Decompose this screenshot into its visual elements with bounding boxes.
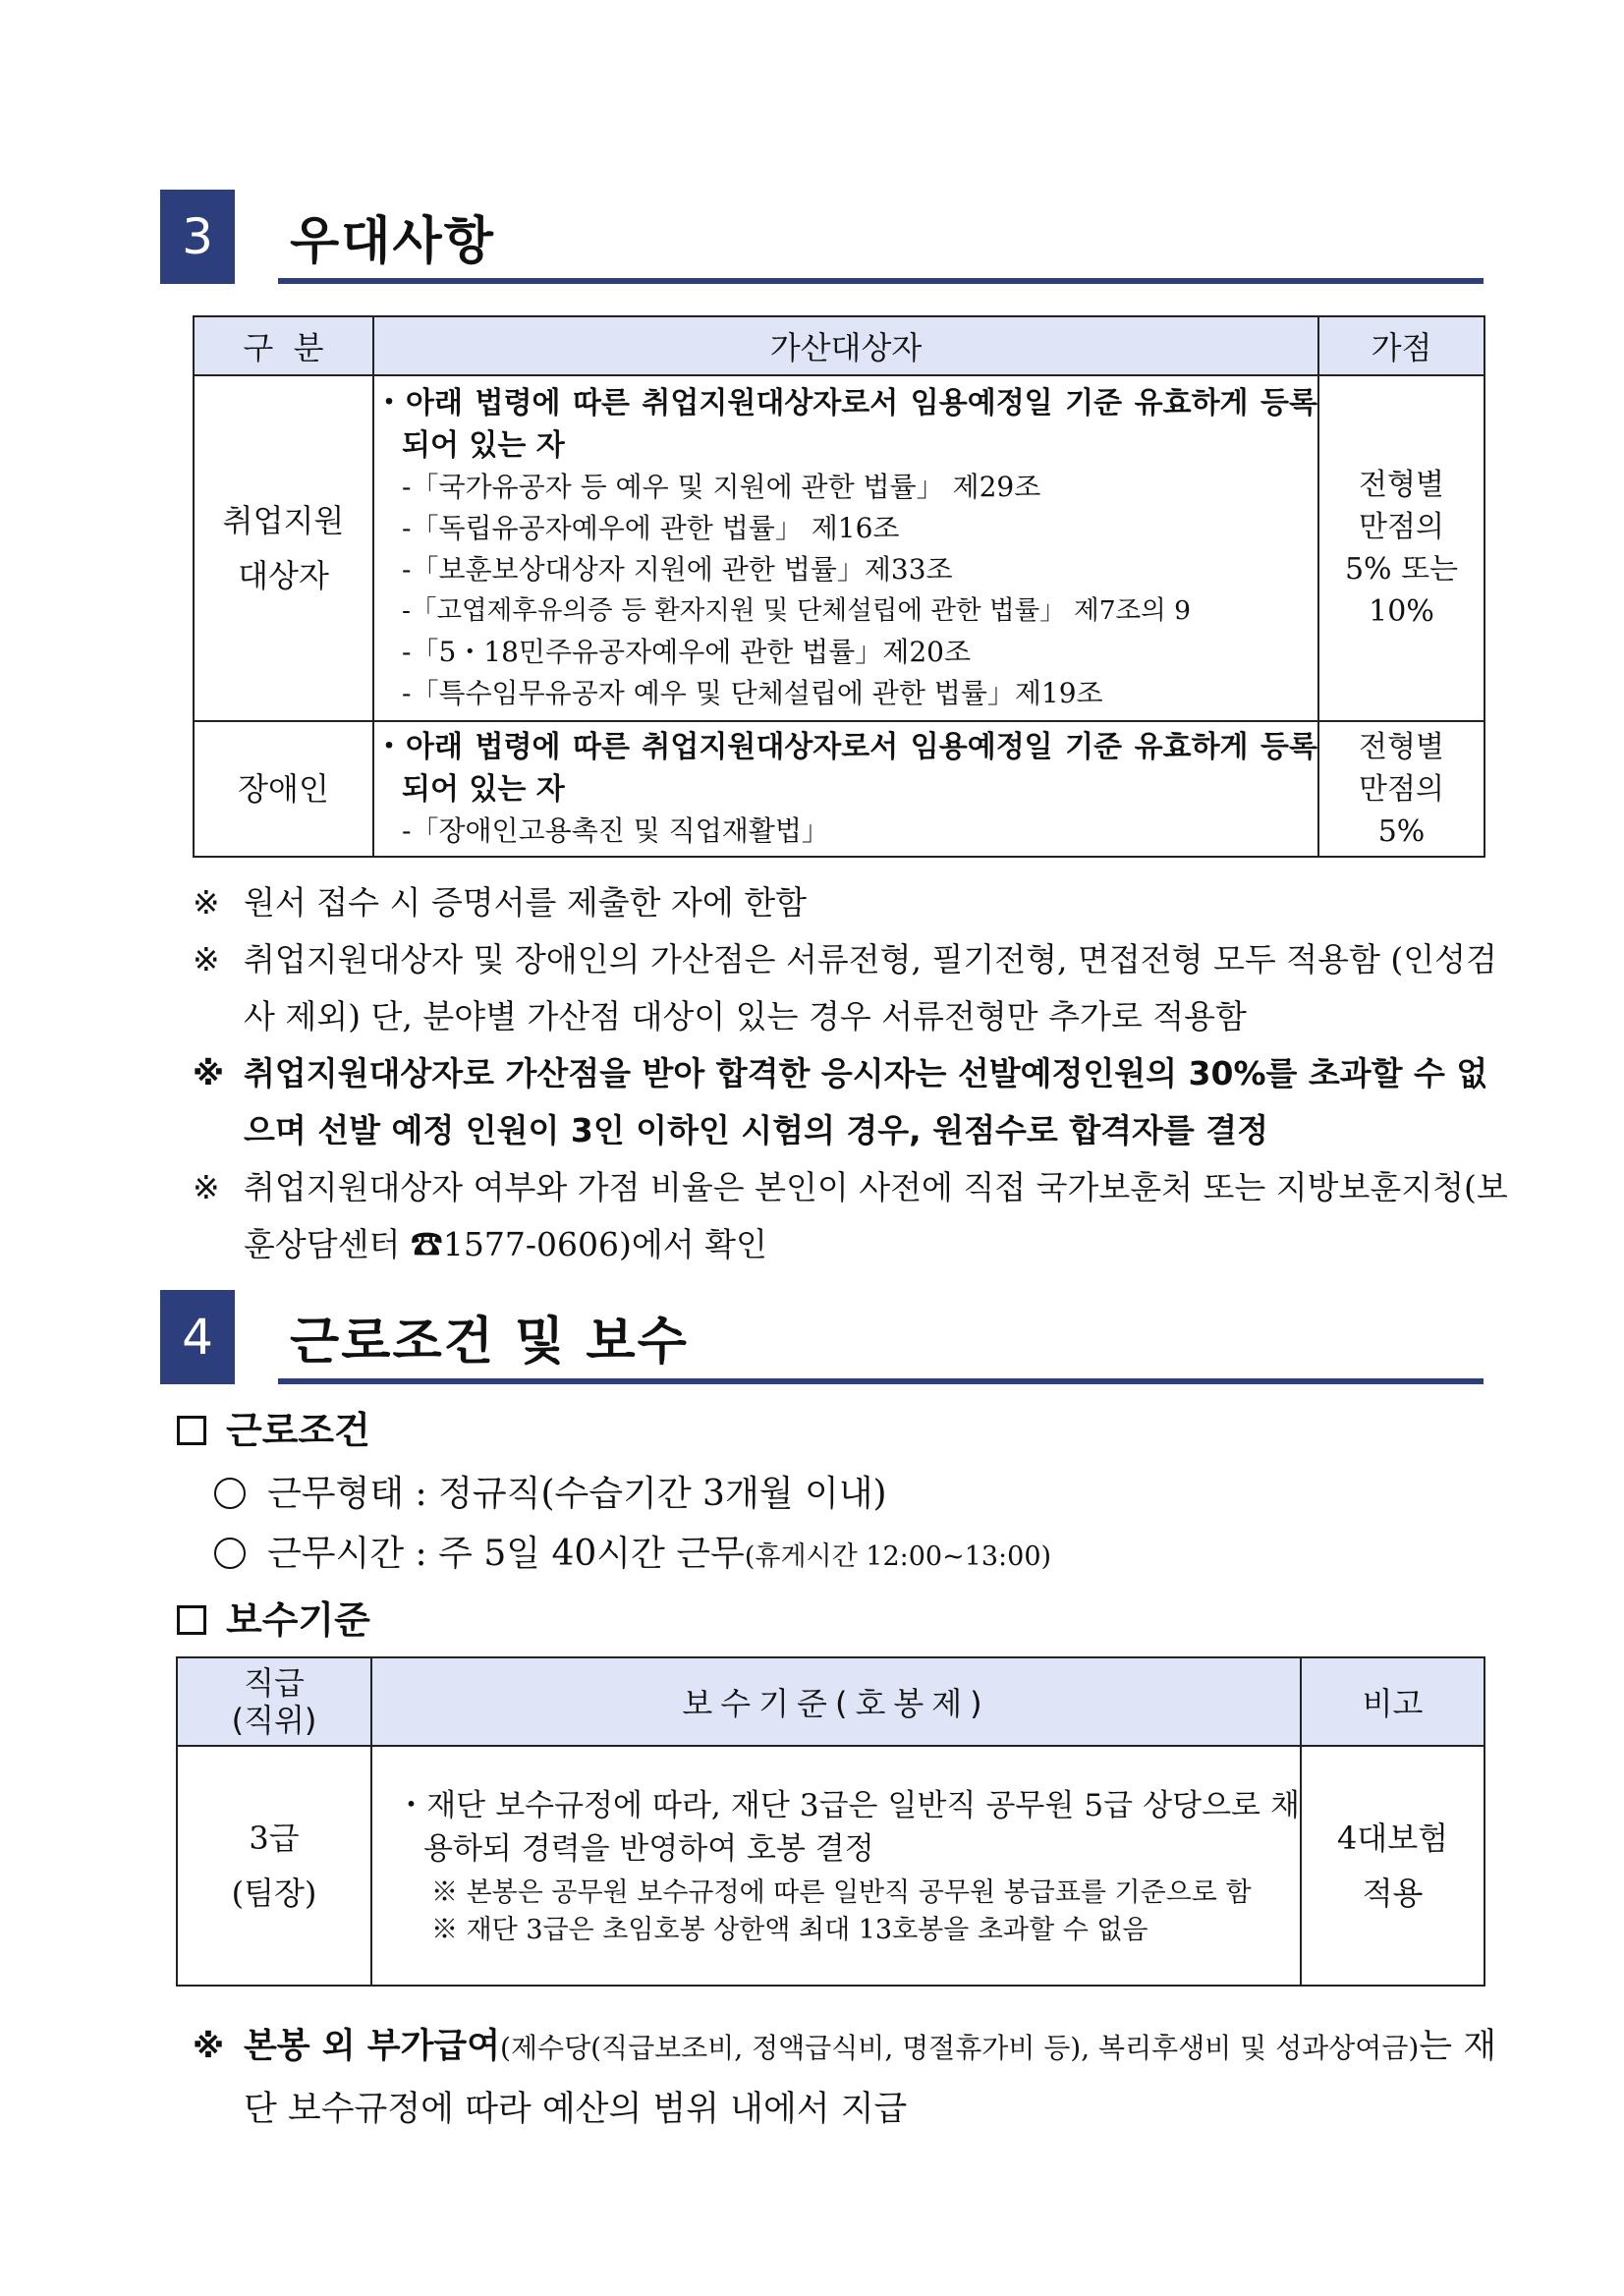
checkbox-square-icon bbox=[177, 1416, 206, 1445]
section-4-header bbox=[160, 1290, 1484, 1388]
conditions-heading: 근로조건 bbox=[177, 1400, 370, 1454]
pay-bottom-note: ※ 본봉 외 부가급여(제수당(직급보조비, 정액급식비, 명절휴가비 등), 복리후생비 및 성과상여금)는 재단 보수규정에 따라 예산의 범위 내에서 지급 bbox=[193, 2026, 1497, 2129]
checkbox-square-icon bbox=[177, 1605, 206, 1635]
note-item: ※ 취업지원대상자 및 장애인의 가산점은 서류전형, 필기전형, 면접전형 모두 적용함 (인성검사 제외) 단, 분야별 가산점 대상이 있는 경우 서류전형만 추가로 적용함 bbox=[193, 940, 1497, 1036]
pay-note: ※ 본봉은 공무원 보수규정에 따른 일반직 공무원 봉급표를 기준으로 함 bbox=[431, 1877, 1252, 1908]
condition-item: 근무형태 : 정규직(수습기간 3개월 이내) bbox=[214, 1466, 887, 1516]
note-item: ※ 취업지원대상자 여부와 가점 비율은 본인이 사전에 직접 국가보훈처 또는 지방보훈지청(보훈상담센터 ☎1577-0606)에서 확인 bbox=[193, 1168, 1508, 1263]
row-points: 전형별 만점의 5% bbox=[1318, 721, 1484, 857]
law-item: -「보훈보상대상자 지원에 관한 법률」제33조 bbox=[402, 553, 953, 586]
law-item: -「장애인고용촉진 및 직업재활법」 bbox=[402, 814, 829, 847]
row-main-text: ・아래 법령에 따른 취업지원대상자로서 임용예정일 기준 유효하게 등록되어 있는 자 bbox=[374, 730, 1317, 807]
header-remark: 비고 bbox=[1301, 1657, 1484, 1746]
pay-table bbox=[176, 1656, 1485, 1987]
table-row bbox=[194, 721, 1484, 857]
section-number: 4 bbox=[160, 1290, 235, 1384]
section-3-header bbox=[160, 190, 1484, 288]
table-row bbox=[194, 375, 1484, 721]
header-target: 가산대상자 bbox=[373, 316, 1318, 375]
row-category: 장애인 bbox=[194, 721, 373, 857]
circle-bullet-icon bbox=[214, 1538, 246, 1569]
header-pay-standard: 보수기준(호봉제) bbox=[371, 1657, 1301, 1746]
preference-notes bbox=[193, 874, 1509, 1273]
condition-item: 근무시간 : 주 5일 40시간 근무(휴게시간 12:00~13:00) bbox=[214, 1526, 1051, 1576]
note-item: ※ 원서 접수 시 증명서를 제출한 자에 한함 bbox=[193, 883, 807, 922]
law-item: -「독립유공자예우에 관한 법률」 제16조 bbox=[402, 512, 900, 544]
law-item: -「5・18민주유공자예우에 관한 법률」제20조 bbox=[402, 636, 972, 668]
section-title: 근로조건 및 보수 bbox=[290, 1313, 689, 1372]
law-item: -「국가유공자 등 예우 및 지원에 관한 법률」 제29조 bbox=[402, 471, 1041, 503]
row-points: 전형별 만점의 5% 또는 10% bbox=[1318, 375, 1484, 721]
grade-cell: 3급 (팀장) bbox=[177, 1746, 371, 1986]
law-item: -「특수임무유공자 예우 및 단체설립에 관한 법률」제19조 bbox=[402, 677, 1103, 709]
header-grade: 직급 (직위) bbox=[177, 1657, 371, 1746]
table-row bbox=[177, 1746, 1484, 1986]
pay-note: ※ 재단 3급은 초임호봉 상한액 최대 13호봉을 초과할 수 없음 bbox=[431, 1915, 1148, 1945]
section-rule bbox=[278, 1378, 1484, 1384]
section-rule bbox=[278, 278, 1484, 284]
remark-cell: 4대보험 적용 bbox=[1301, 1746, 1484, 1986]
header-points: 가점 bbox=[1318, 316, 1484, 375]
preference-table bbox=[193, 315, 1485, 858]
header-category: 구 분 bbox=[194, 316, 373, 375]
circle-bullet-icon bbox=[214, 1478, 246, 1509]
pay-main-text: ・재단 보수규정에 따라, 재단 3급은 일반직 공무원 5급 상당으로 채용하되 경력을 반영하여 호봉 결정 bbox=[396, 1788, 1300, 1867]
pay-heading: 보수기준 bbox=[177, 1590, 370, 1644]
row-main-text: ・아래 법령에 따른 취업지원대상자로서 임용예정일 기준 유효하게 등록되어 있는 자 bbox=[374, 386, 1317, 463]
row-category: 취업지원 대상자 bbox=[194, 375, 373, 721]
section-number: 3 bbox=[160, 190, 235, 284]
section-title: 우대사항 bbox=[290, 212, 495, 271]
law-item: -「고엽제후유의증 등 환자지원 및 단체설립에 관한 법률」 제7조의 9 bbox=[402, 595, 1192, 626]
note-item-emphasis: ※ 취업지원대상자로 가산점을 받아 합격한 응시자는 선발예정인원의 30%를 초과할 수 없으며 선발 예정 인원이 3인 이하인 시험의 경우, 원점수로 합격자를 결정 bbox=[193, 1054, 1488, 1149]
